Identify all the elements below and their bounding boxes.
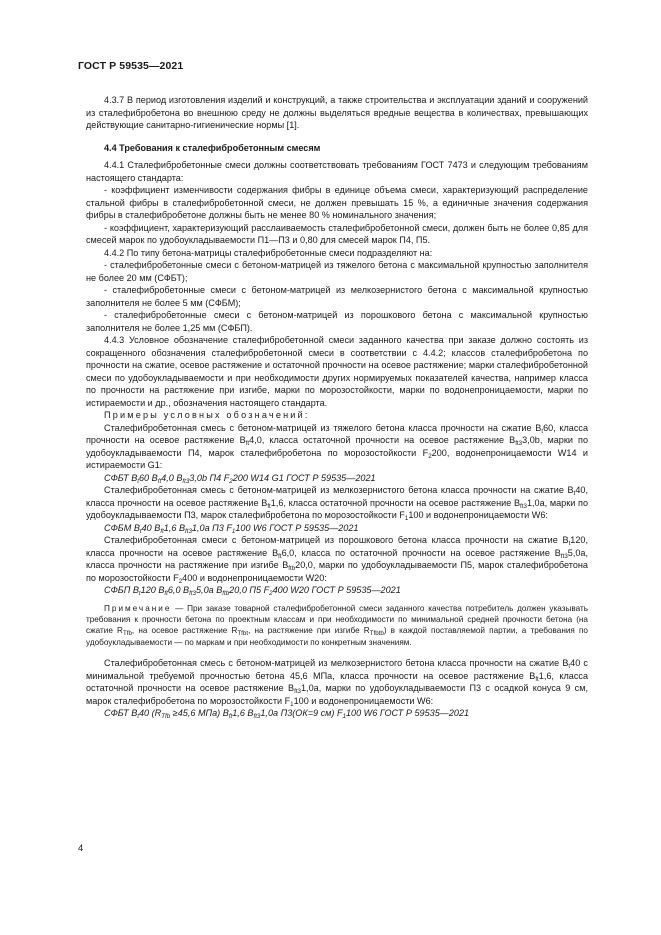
paragraph-4-4-3: 4.4.3 Условное обозначение сталефибробетонной смеси заданного качества при заказе должно состоять из сокращенного обозначения сталефибробетонной смеси в соответствии с 4.4.2; классов сталефибробетона по прочности на сжатие, осевое растяжение и остаточной прочности на осевое растяжение; марки сталефибробетонной смеси по удобоукладываемости и при необходимости других нормируемых показателей качества, например класса по прочности на растяжение при изгибе, марки по морозостойкости, марки по водонепроницаемости, марки по истираемости и др., обозначения настоящего стандарта. [86,335,588,408]
example-4-designation: СФБТ $B_t40$ ($R_{Tfb} \ge 45,6$ МПа) $B_{ft}1,6$ $B_{ft3}1,0a$ П3(ОК=9 см) $F_1100$ W6 ГОСТ Р 59535—2021 [104,708,470,721]
mix-type-item: - сталефибробетонные смеси с бетоном-матрицей из порошкового бетона с максимальной крупностью заполнителя не более 1,25 мм (СФБП). [86,310,588,333]
example-1-description: Сталефибробетонная смесь с бетоном-матрицей из тяжелого бетона класса прочности на сжатие $B_t60$, класса прочности на осевое растяжение $B_{ft}4,0$, класса остаточной прочности на осевое растяжение $B_{ft3}3,0b$, марки по удобоукладываемости П4, марок сталефибробетона по морозостойкости $F_2200$, водонепроницаемости W14 и истираемости G1: [86,422,589,470]
note: Примечание — При заказе товарной сталефибробетонной смеси заданного качества потребитель должен указывать требования к прочности бетона по проектным классам и при необходимости по минимальной средней прочности бетона (на сжатие $R_{Tfb}$, на осевое растяжение $R_{Tfbt}$, на растяжение при изгибе $R_{Tfbtb}$) в каждой поставляемой партии, а требования по удобоукладываемости — по маркам и при необходимости по конкретным значениям. [86,603,588,647]
example-1-designation: СФБТ $B_t60$ $B_{ft}4,0$ $B_{ft3}3,0b$ П4 $F_2200$ W14 G1 ГОСТ Р 59535—2021 [104,472,376,485]
paragraph-4-3-7: 4.3.7 В период изготовления изделий и конструкций, а также строительства и эксплуатации зданий и сооружений из сталефибробетона во внешнюю среду не должны выделяться вредные вещества в количествах, превышающих действующие санитарно-гигиенические нормы [1]. [86,95,588,130]
note-label: Примечание [104,603,172,613]
paragraph-4-4-2: 4.4.2 По типу бетона-матрицы сталефибробетонные смеси подразделяют на: [104,247,433,258]
example-2-description: Сталефибробетонная смесь с бетоном-матрицей из мелкозернистого бетона класса прочности на сжатие $B_t40$, класса прочности на осевое растяжение $B_{ft}1,6$, класса остаточной прочности на осевое растяжение $B_{ft3}1,0a$, марки по удобоукладываемости П3, марок сталефибробетона по морозостойкости $F_1100$ и водонепроницаемости W6: [86,485,588,522]
examples-title: Примеры условных обозначений: [104,410,310,420]
mix-type-item: - сталефибробетонные смеси с бетоном-матрицей из тяжелого бетона с максимальной крупностью заполнителя не более 20 мм (СФБТ); [86,260,588,283]
requirement-item: - коэффициент, характеризующий расслаиваемость сталефибробетонной смеси, должен быть не более 0,85 для смесей марок по удобоукладываемости П1—П3 и 0,80 для смесей марок П4, П5. [86,222,588,245]
example-2-designation: СФБМ $B_t40$ $B_{ft}1,6$ $B_{ft3}1,0a$ П3 $F_1100$ W6 ГОСТ Р 59535—2021 [104,522,359,535]
mix-type-item: - сталефибробетонные смеси с бетоном-матрицей из мелкозернистого бетона с максимальной крупностью заполнителя не более 5 мм (СФБМ); [86,285,588,308]
document-body [86,94,588,720]
paragraph-4-4-1: 4.4.1 Сталефибробетонные смеси должны соответствовать требованиям ГОСТ 7473 и следующим требованиям настоящего стандарта: [86,160,588,183]
example-4-description: Сталефибробетонная смесь с бетоном-матрицей из мелкозернистого бетона класса прочности на сжатие $B_t40$ с минимальной требуемой прочностью бетона 45,6 МПа, класса прочности на осевое растяжение $B_{ft}1,6$, класса остаточной прочности на осевое растяжение $B_{ft3}1,0a$, марки по удобоукладываемости П3 с осадкой конуса 9 см, марок сталефибробетона по морозостойкости $F_1100$ и водонепроницаемости W6: [86,658,589,708]
section-heading-4-4: 4.4 Требования к сталефибробетонным смесям [104,142,321,153]
requirement-item: - коэффициент изменчивости содержания фибры в единице объема смеси, характеризующий распределение стальной фибры в сталефибробетонной смеси, не должен превышать 15 %, а единичные значения содержания фибры в сталефибробетоне должны быть не менее 80 % номинального значения; [86,185,588,220]
page-number: 4 [78,843,84,854]
example-3-description: Сталефибробетонная смеси с бетоном-матрицей из порошкового бетона класса прочности на сжатие $B_t120$, класса прочности на осевое растяжение $B_{ft}6,0$, класса по остаточной прочности на осевое растяжение $B_{ft3}5,0a$, класса прочности на растяжение при изгибе $B_{ftb}20,0$, марки по удобоукладываемости П5, марок сталефибробетона по морозостойкости $F_2400$ и водонепроницаемости W20: [86,535,588,585]
example-3-designation: СФБП $B_t120$ $B_{ft}6,0$ $B_{ft3}5,0a$ $B_{ftb}20,0$ П5 $F_2400$ W20 ГОСТ Р 59535—2021 [104,585,401,597]
document-header: ГОСТ Р 59535—2021 [78,60,184,72]
